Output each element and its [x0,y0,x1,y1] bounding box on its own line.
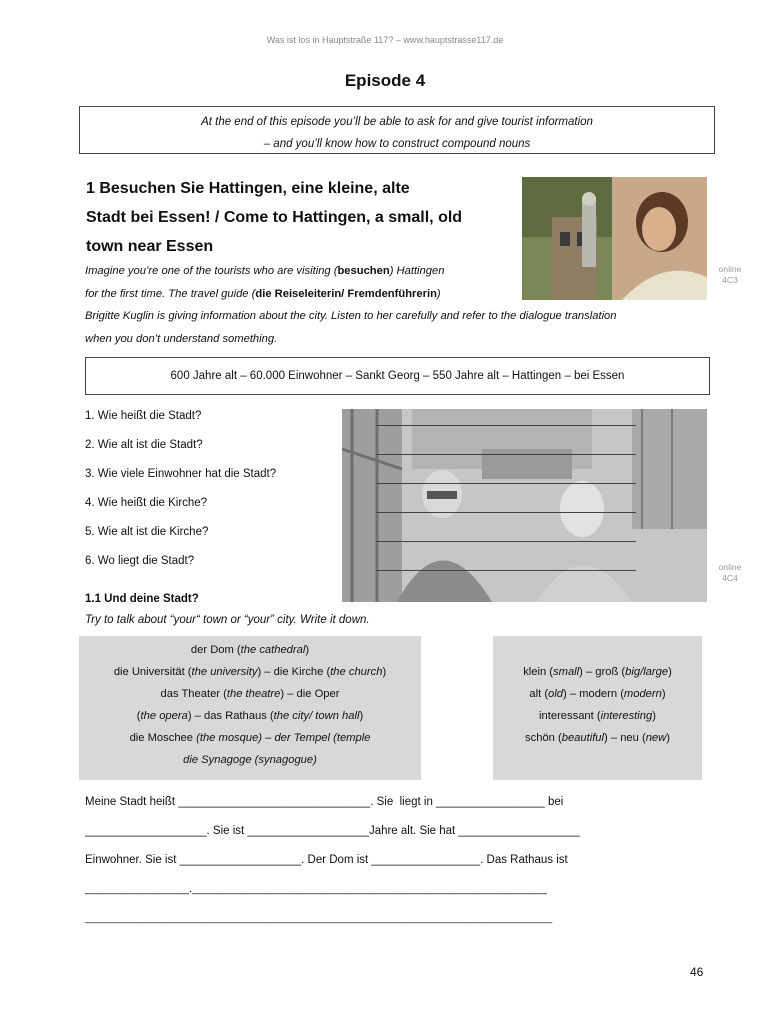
vocab-text: interessant ( [539,710,601,722]
answer-line-1[interactable] [376,425,636,426]
intro-line: when you don’t understand something. [85,332,278,345]
objectives-box [79,106,715,154]
vocab-translation: small [553,666,580,678]
vocab-text: ) [652,710,656,722]
answer-line-2[interactable] [376,454,636,455]
objective-line: At the end of this episode you’ll be able to ask for and give tourist information [201,116,593,128]
section-heading-line: town near Essen [86,238,214,255]
vocab-text: die Universität ( [113,666,192,678]
question-5: 5. Wie alt ist die Kirche? [85,526,209,538]
vocab-text: schön ( [525,732,562,744]
question-1: 1. Wie heißt die Stadt? [85,410,202,422]
vocab-text: ) [666,732,670,744]
vocab-row [493,705,702,727]
section-heading-line: 1 Besuchen Sie Hattingen, eine kleine, alte [86,180,410,197]
subsection-instruction: Try to talk about “your“ town or “your” city. Write it down. [85,614,370,626]
vocab-translation: the cathedral [240,644,306,656]
vocabulary-box-adjectives [493,636,702,780]
vocab-translation: the university [191,666,258,678]
vocab-text: ) [305,644,310,656]
online-code: 4C4 [722,573,738,583]
vocab-text: alt ( [529,688,549,700]
online-label: online [718,264,742,274]
fill-in-line-5[interactable]: ________________________________________________________________________________ [85,912,553,924]
intro-line [85,283,715,306]
vocab-text: ) – die Kirche ( [257,666,331,678]
vocab-text: ) [661,688,666,700]
vocab-row [79,705,421,727]
online-reference [710,562,750,584]
vocab-text: ( [136,710,141,722]
vocab-translation: the opera [140,710,188,722]
keyword-besuchen: besuchen [337,265,390,277]
vocab-translation: modern [623,688,662,700]
vocab-text: die Moschee [129,732,197,744]
vocab-text: ) – modern ( [562,688,624,700]
online-label: online [718,562,742,572]
intro-text-span: ) [436,287,441,300]
vocab-text: ) [382,666,387,678]
vocab-text: klein ( [523,666,554,678]
vocabulary-box-nouns [79,636,421,780]
page-number: 46 [690,965,704,979]
street-photo [342,409,707,602]
street-photo-art [342,409,707,602]
vocab-row [493,683,702,705]
vocab-text: ) – neu ( [604,732,646,744]
vocab-row [79,683,421,705]
vocab-text: ) – das Rathaus ( [187,710,274,722]
question-3: 3. Wie viele Einwohner hat die Stadt? [85,468,277,480]
vocab-translation: die Synagoge (synagogue) [183,754,317,766]
page-header: Was ist los in Hauptstraße 117? – www.hauptstrasse117.de [266,35,504,45]
vocab-text: ) [668,666,672,678]
vocab-row [79,661,421,683]
answer-line-6[interactable] [376,570,636,571]
vocab-row [79,727,421,749]
vocab-text: ) – die Oper [280,688,340,700]
fill-in-line-3[interactable]: Einwohner. Sie ist ___________________. Der Dom ist _________________. Das Rathaus ist [85,854,568,866]
episode-title: Episode 4 [344,71,426,90]
objective-line: – and you’ll know how to construct compound nouns [263,138,531,150]
answer-line-3[interactable] [376,483,636,484]
vocab-row [79,749,421,771]
vocab-text: ) – groß ( [579,666,626,678]
section-heading [86,174,526,261]
vocab-text: der Dom ( [190,644,241,656]
intro-text-span: Imagine you’re one of the tourists who are visiting ( [85,265,338,277]
vocab-translation: (the mosque) – der Tempel (temple [196,732,371,744]
fill-in-line-2[interactable]: ___________________. Sie ist ___________________Jahre alt. Sie hat ___________________ [85,825,580,837]
vocab-row [493,661,702,683]
vocab-translation: beautiful [561,732,605,744]
vocab-translation: new [645,732,667,744]
vocab-translation: the theatre [226,688,281,700]
question-4: 4. Wie heißt die Kirche? [85,497,208,509]
info-box: 600 Jahre alt – 60.000 Einwohner – Sankt Georg – 550 Jahre alt – Hattingen – bei Essen [85,357,710,395]
subsection-heading: 1.1 Und deine Stadt? [85,593,199,605]
vocab-text: das Theater ( [160,688,227,700]
answer-line-4[interactable] [376,512,636,513]
intro-line [85,260,715,283]
fill-in-line-4[interactable]: _________________.__________________________________________________________ [85,883,547,895]
fill-in-line-1[interactable]: Meine Stadt heißt ______________________________. Sie liegt in _________________ bei [85,796,564,808]
vocab-translation: the city/ town hall [273,710,360,722]
question-6: 6. Wo liegt die Stadt? [85,555,195,567]
question-2: 2. Wie alt ist die Stadt? [85,439,203,451]
vocab-translation: the church [330,666,383,678]
answer-line-5[interactable] [376,541,636,542]
vocab-text: ) [359,710,364,722]
intro-text [85,260,715,350]
online-code: 4C3 [722,275,738,285]
vocab-row [79,639,421,661]
vocab-translation: interesting [600,710,653,722]
intro-text-span: ) Hattingen [389,265,445,277]
vocab-row [493,727,702,749]
intro-line: Brigitte Kuglin is giving information about the city. Listen to her carefully and refer to the dialogue translation [85,310,617,322]
online-reference [710,264,750,286]
intro-text-span: for the first time. The travel guide ( [85,287,256,300]
vocab-translation: old [548,688,563,700]
section-heading-line: Stadt bei Essen! / Come to Hattingen, a small, old [86,209,463,226]
vocab-translation: big/large [625,666,669,678]
keyword-reiseleiterin: die Reiseleiterin/ Fremdenführerin [255,287,437,300]
